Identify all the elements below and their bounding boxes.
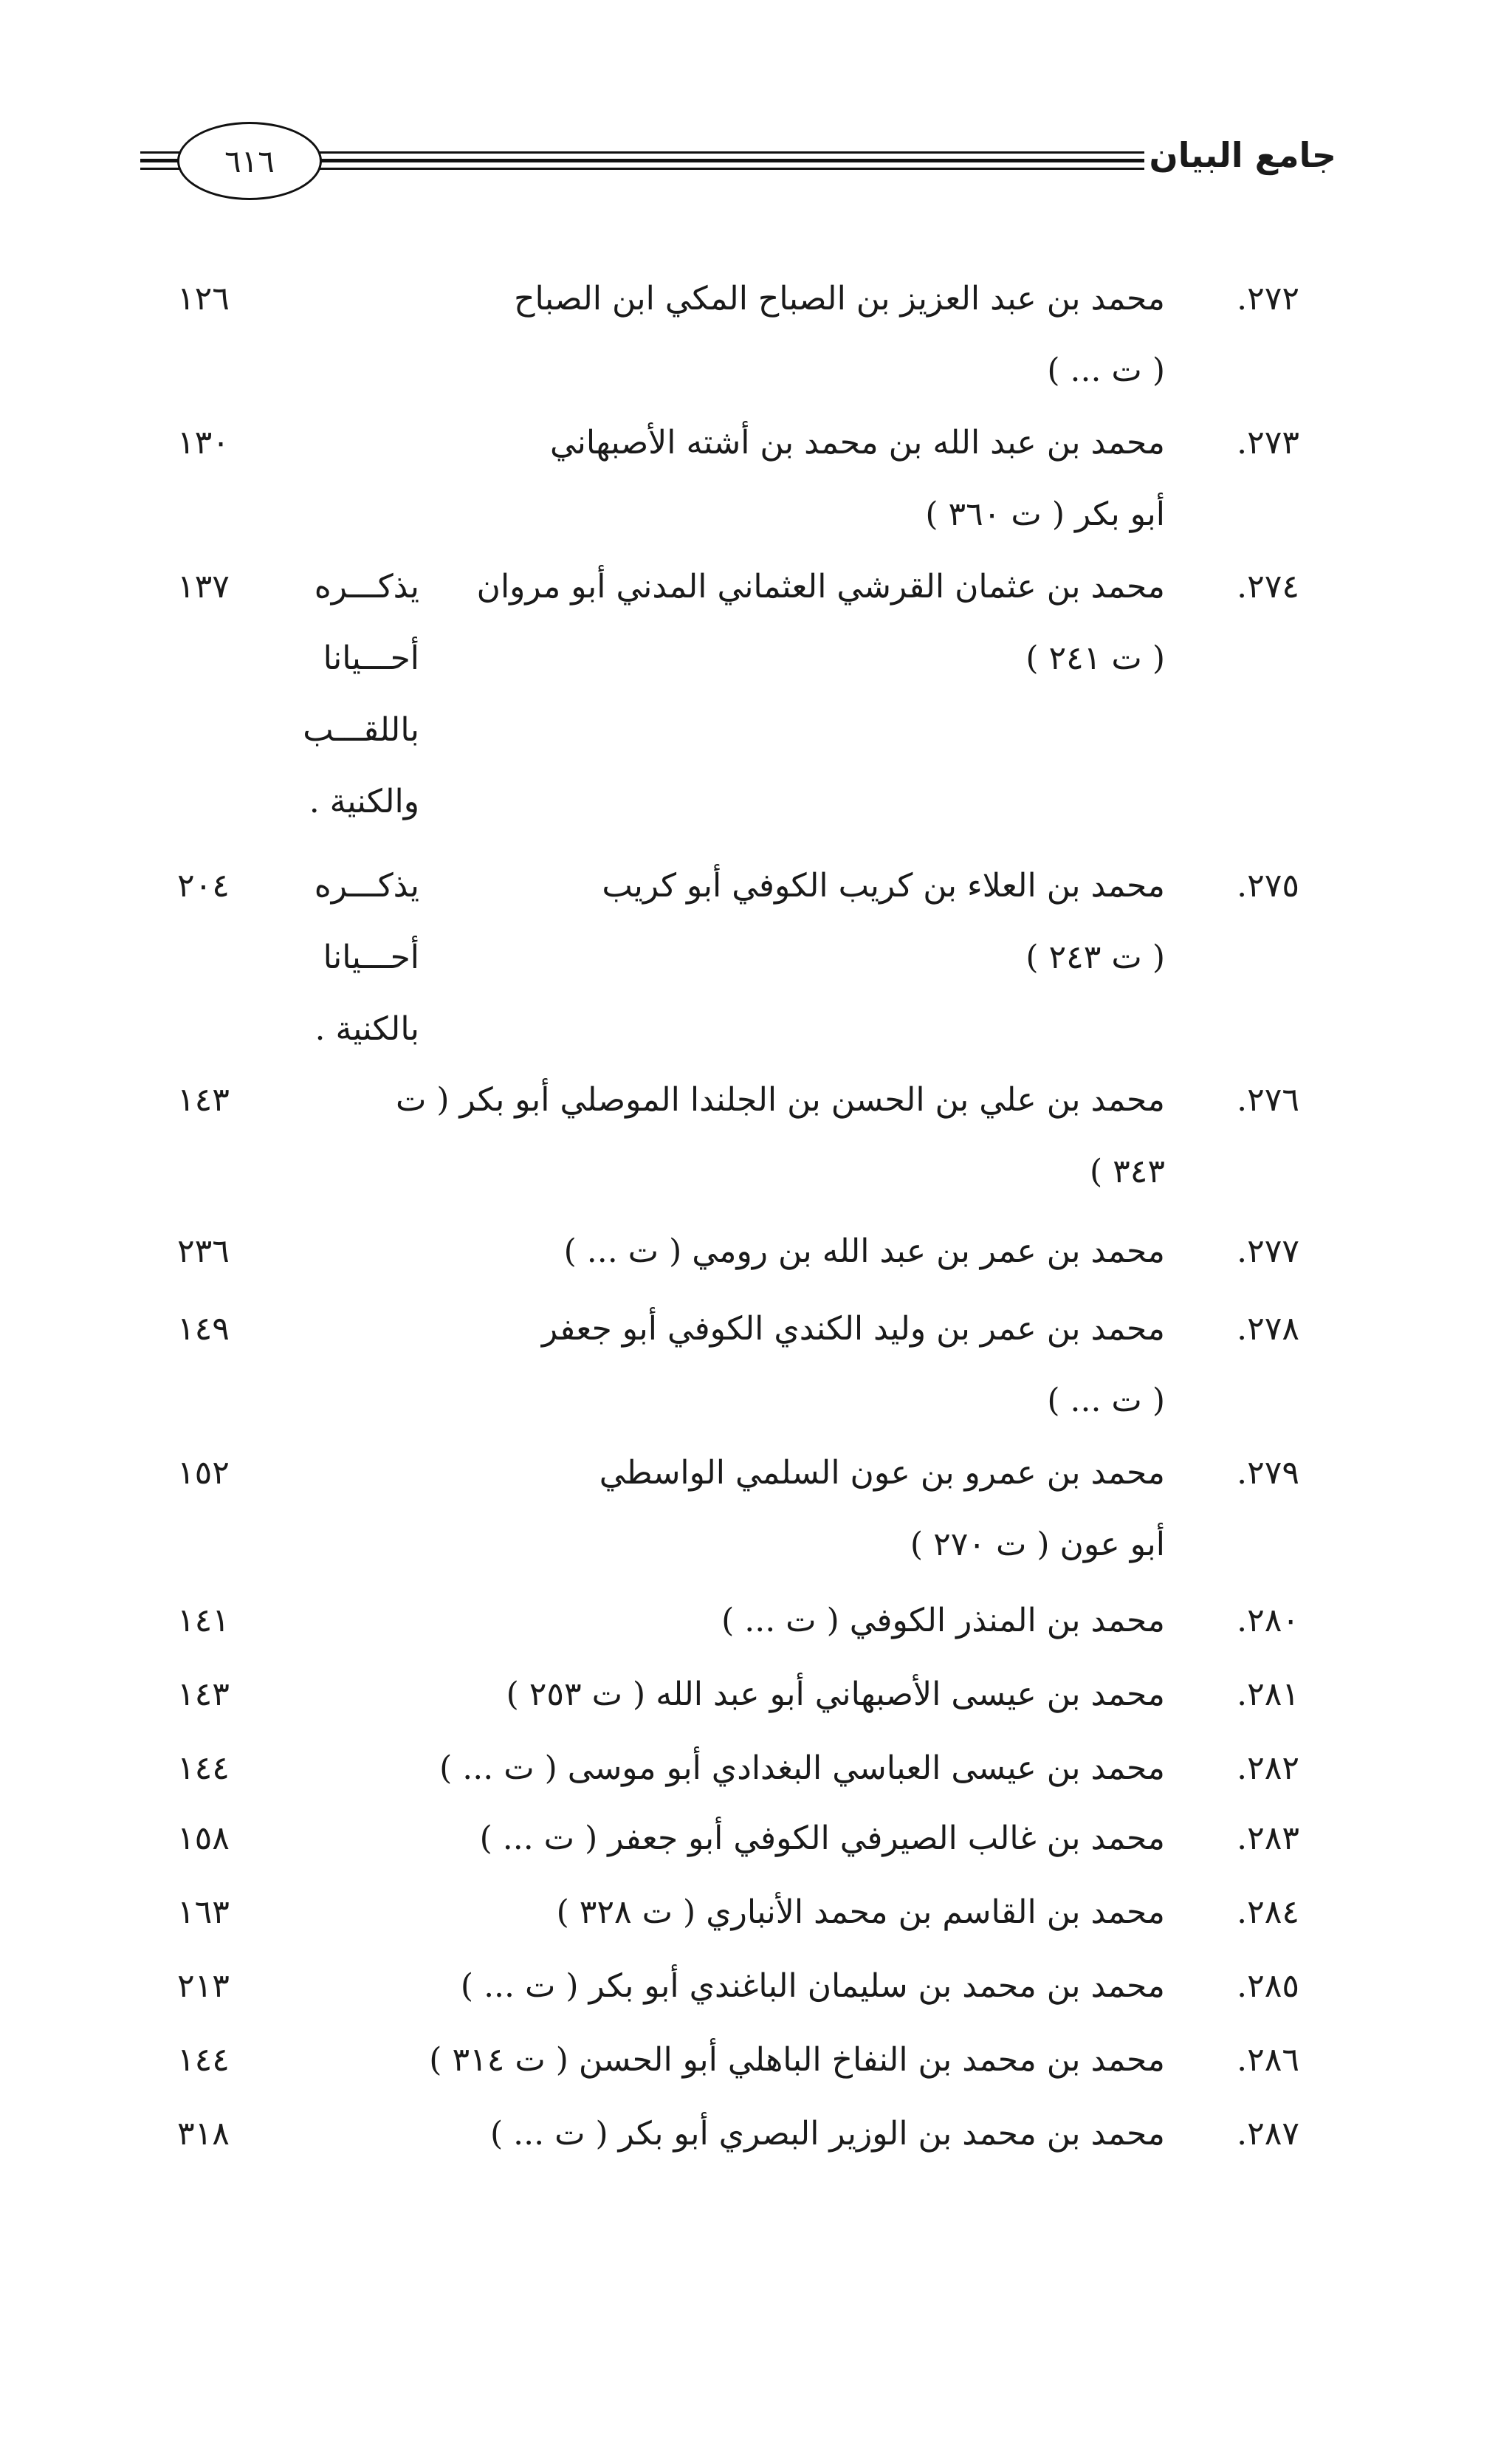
- entry-number: ٢٨٣.: [1237, 1820, 1299, 1857]
- entry-note: بالكنية .: [315, 1010, 419, 1048]
- entry-page-ref: ١٥٨: [177, 1820, 230, 1857]
- entry-note: أحـــيانا: [323, 939, 419, 976]
- entry-name: محمد بن العلاء بن كريب الكوفي أبو كريب: [602, 867, 1165, 905]
- entry-number: ٢٧٢.: [1237, 280, 1299, 318]
- entry-page-ref: ١٤٤: [177, 1749, 230, 1787]
- entry-note: يذكـــره: [314, 568, 419, 606]
- entry-page-ref: ٣١٨: [177, 2115, 230, 2153]
- entry-page-ref: ٢٣٦: [177, 1232, 230, 1270]
- entry-page-ref: ١٦٣: [177, 1893, 230, 1931]
- entry-page-ref: ١٥٢: [177, 1454, 230, 1492]
- entry-number: ٢٨٠.: [1237, 1602, 1299, 1639]
- entry-continuation: ( ت ... ): [1047, 351, 1165, 389]
- entry-page-ref: ١٣٧: [177, 568, 230, 606]
- entry-page-ref: ١٣٠: [177, 424, 230, 462]
- page-number: ٦١٦: [224, 143, 275, 179]
- entry-name: محمد بن عمرو بن عون السلمي الواسطي: [599, 1454, 1165, 1492]
- entry-name: محمد بن عبد العزيز بن الصباح المكي ابن الصباح: [514, 280, 1165, 318]
- entry-number: ٢٨٤.: [1237, 1893, 1299, 1931]
- book-title: جامع البيان: [1149, 135, 1336, 175]
- entry-number: ٢٨١.: [1237, 1676, 1299, 1713]
- entry-note: يذكـــره: [314, 867, 419, 905]
- entry-page-ref: ٢١٣: [177, 1967, 230, 2005]
- entry-continuation: ( ت ٢٤٣ ): [1025, 939, 1165, 976]
- entry-number: ٢٧٧.: [1237, 1232, 1299, 1270]
- entry-page-ref: ١٤٤: [177, 2041, 230, 2079]
- entry-name: محمد بن المنذر الكوفي ( ت ... ): [721, 1602, 1165, 1639]
- entry-name: محمد بن محمد بن النفاخ الباهلي أبو الحسن ( ت ٣١٤ ): [429, 2041, 1165, 2079]
- entry-name: محمد بن عيسى الأصبهاني أبو عبد الله ( ت ٢٥٣ ): [506, 1676, 1165, 1713]
- entry-continuation: ٣٤٣ ): [1089, 1153, 1165, 1190]
- entry-name: محمد بن عثمان القرشي العثماني المدني أبو مروان: [476, 568, 1165, 606]
- entry-name: محمد بن محمد بن الوزير البصري أبو بكر ( ت ... ): [490, 2115, 1165, 2153]
- entry-name: محمد بن القاسم بن محمد الأنباري ( ت ٣٢٨ ): [556, 1893, 1165, 1931]
- entry-number: ٢٧٨.: [1237, 1310, 1299, 1348]
- entry-number: ٢٨٢.: [1237, 1749, 1299, 1787]
- entry-name: محمد بن عيسى العباسي البغدادي أبو موسى ( ت ... ): [439, 1749, 1165, 1787]
- entry-note: أحـــيانا: [323, 639, 419, 677]
- entry-number: ٢٨٧.: [1237, 2115, 1299, 2153]
- entry-name: محمد بن عمر بن وليد الكندي الكوفي أبو جعفر: [541, 1310, 1165, 1348]
- entry-note: باللقـــب: [303, 711, 419, 749]
- entry-name: محمد بن علي بن الحسن بن الجلندا الموصلي أبو بكر ( ت: [395, 1081, 1165, 1119]
- entry-page-ref: ١٤١: [177, 1602, 230, 1639]
- entry-number: ٢٨٦.: [1237, 2041, 1299, 2079]
- entry-number: ٢٧٤.: [1237, 568, 1299, 606]
- entry-note: والكنية .: [309, 783, 419, 820]
- entry-name: محمد بن عبد الله بن محمد بن أشته الأصبهاني: [549, 424, 1165, 462]
- entry-page-ref: ١٢٦: [177, 280, 230, 318]
- entry-continuation: أبو عون ( ت ٢٧٠ ): [910, 1526, 1165, 1563]
- entry-page-ref: ١٤٣: [177, 1676, 230, 1713]
- entry-number: ٢٧٣.: [1237, 424, 1299, 462]
- entry-continuation: ( ت ٢٤١ ): [1025, 639, 1165, 677]
- entry-page-ref: ٢٠٤: [177, 867, 230, 905]
- entry-continuation: ( ت ... ): [1047, 1382, 1165, 1419]
- entry-name: محمد بن عمر بن عبد الله بن رومي ( ت ... ): [563, 1232, 1165, 1270]
- entry-page-ref: ١٤٣: [177, 1081, 230, 1119]
- entry-name: محمد بن غالب الصيرفي الكوفي أبو جعفر ( ت ... ): [479, 1820, 1165, 1857]
- entry-page-ref: ١٤٩: [177, 1310, 230, 1348]
- entry-number: ٢٧٥.: [1237, 867, 1299, 905]
- entry-name: محمد بن محمد بن سليمان الباغندي أبو بكر ( ت ... ): [460, 1967, 1165, 2005]
- entry-number: ٢٧٩.: [1237, 1454, 1299, 1492]
- entry-number: ٢٧٦.: [1237, 1081, 1299, 1119]
- entry-number: ٢٨٥.: [1237, 1967, 1299, 2005]
- entry-continuation: أبو بكر ( ت ٣٦٠ ): [925, 495, 1165, 533]
